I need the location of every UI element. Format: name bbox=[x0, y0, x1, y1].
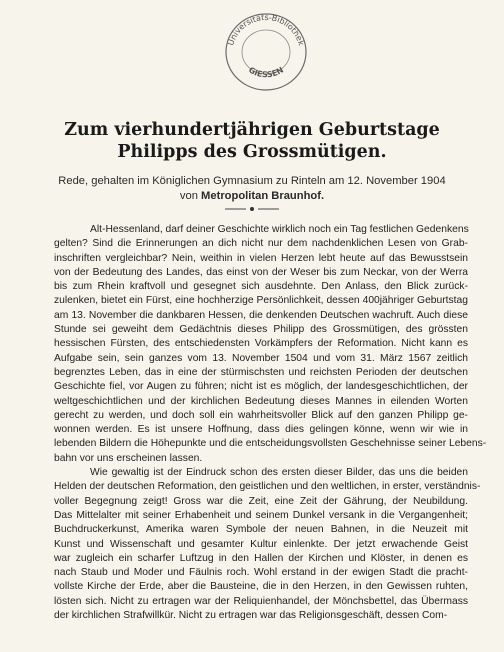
author-name: Metropolitan Braunhof. bbox=[201, 190, 325, 202]
text-line: weltgeschichtlichen und der kirchlichen Bedeutung dieses Mannes in eilenden Worten bbox=[54, 395, 468, 407]
svg-text:GIESSEN bbox=[247, 65, 285, 79]
stamp-top-text: Universitäts-Bibliothek bbox=[226, 12, 306, 47]
subtitle-line-2 bbox=[0, 189, 504, 203]
text-line: zulenken, bietet ein Fürst, eine hochherzige Persönlichkeit, dessen 400jähriger Geburtstag bbox=[54, 295, 468, 307]
text-line: nach Staub und Moder und Fäulnis roch. Wohl erstand in der ewigen Stadt die pracht- bbox=[54, 567, 468, 579]
text-line: Stunde sei geweiht dem Gedächtnis dieses Philipp des Grossmütigen, des grössten bbox=[54, 324, 468, 336]
text-line: lösten sich. Nicht zu ertragen war der Reliquienhandel, der Mönchsbettel, das Übermass bbox=[54, 595, 468, 607]
divider-ornament bbox=[225, 206, 279, 212]
text-line: hessischen Fürsten, des entschiedensten Vorkämpfers der Reformation. Nicht kann es bbox=[54, 338, 468, 350]
text-line: Buchdruckerkunst, Amerika waren Symbole der neuen Bahnen, in die Neuzeit mit bbox=[54, 524, 468, 536]
text-line: bahn vor uns erscheinen lassen. bbox=[54, 452, 203, 464]
paragraph bbox=[54, 223, 487, 466]
text-line: Alt-Hessenland, darf deiner Geschichte wirklich noch ein Tag festlichen Gedenkens bbox=[90, 224, 469, 235]
text-line: gelten? Sind die Erinnerungen an dich nicht nur dem nachdenklichen Lesen von Grab- bbox=[54, 238, 468, 250]
subtitle-prefix: von bbox=[179, 190, 198, 202]
text-line: voller Begegnung zeigt! Gross war die Zeit, eine Zeit der Gährung, der Neubildung. bbox=[54, 495, 468, 507]
text-line: begrenztes Leben, das in eine der stürmischsten und reichsten Perioden der deutschen bbox=[54, 366, 468, 378]
title-line-1: Zum vierhundertjährigen Geburtstage bbox=[64, 120, 440, 140]
text-line: Helden der deutschen Reformation, den geistlichen und den weltlichen, in erster, verständnis- bbox=[54, 481, 481, 493]
text-line: am 13. November die dankbaren Hessen, die denkenden Deutschen wachruft. Auch diese bbox=[54, 309, 468, 321]
text-line: gerecht zu werden, und doch soll ein wahrheitsvoller Blick auf den ganzen Philipp ge- bbox=[54, 409, 468, 421]
text-line: war zugleich ein scharfer Luftzug in den Hallen der Kirchen und Klöster, in denen es bbox=[54, 552, 468, 564]
text-line: Wie gewaltig ist der Eindruck schon des ersten dieser Bilder, das uns die beiden bbox=[90, 467, 468, 479]
subtitle-line-1: Rede, gehalten im Königlichen Gymnasium zu Rinteln am 12. November 1904 bbox=[58, 175, 446, 187]
stamp-bottom-text: GIESSEN bbox=[246, 65, 286, 80]
text-line: Kunst und Wissenschaft und gesamter Kultur einlenkte. Der jetzt erwachende Geist bbox=[54, 538, 468, 550]
body-text bbox=[54, 223, 487, 623]
text-line: vollste Kirche der Erde, aber die Bausteine, die in den Herzen, in den Gewissen ruhten, bbox=[54, 581, 468, 593]
text-line: Das Mittelalter mit seiner Erhabenheit und seinem Dunkel versank in die Vergangenheit; bbox=[54, 509, 468, 521]
library-stamp bbox=[218, 6, 314, 94]
text-line: bis zum Rhein kraftvoll und gesegnet sich ausdehnte. Den Anlass, den Blick zurück- bbox=[54, 281, 468, 293]
paragraph bbox=[54, 466, 481, 623]
text-line: Aufgabe sein, sein ganzes vom 13. November 1504 und vom 31. März 1567 zeitlich bbox=[54, 352, 468, 364]
text-line: von der Bedeutung des Landes, das einst von der Weser bis zum Neckar, von der Werra bbox=[54, 266, 468, 278]
title-line-2: Philipps des Grossmütigen. bbox=[117, 142, 387, 162]
text-line: wonnen werden. Es ist unsere Hoffnung, dass dies gelingen könne, wenn wir wie in bbox=[54, 424, 468, 436]
text-line: lebenden Bildern die Höhepunkte und die entscheidungsvollsten Geschehnisse seiner Lebens- bbox=[54, 438, 487, 450]
text-line: inschriften vergleichbar? Nein, weithin in vielen Herzen lebt heute auf das Bewusstsein bbox=[54, 252, 468, 264]
text-line: Geschichte fiel, vor Augen zu führen; nicht ist es möglich, der landesgeschichtlichen, der bbox=[54, 381, 468, 393]
text-line: der kirchlichen Strafwillkür. Nicht zu ertragen war das Religionsgeschäft, dessen Com- bbox=[54, 610, 448, 622]
